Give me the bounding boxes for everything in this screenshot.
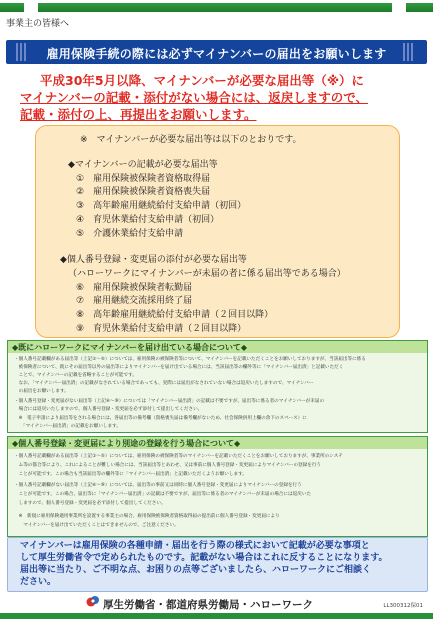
organization-name: 厚生労働省・都道府県労働局・ハローワーク (103, 599, 313, 611)
closing-line: ださい。 (20, 577, 57, 587)
section2-text: ・個人番号記載欄がある届出等（上記①～⑤）については、雇用保険の被保険者等のマイナンバーを記載いただくことをお願いしておりますが、事業所のシステ (14, 454, 343, 459)
section1-text: ことで、マイナンバーの記載を省略することが可能です。 (14, 373, 137, 378)
group1-item: ④ 育児休業給付支給申請（初回） (76, 215, 220, 225)
group1-item: ② 雇用保険被保険者資格喪失届 (76, 187, 211, 197)
section2-text: ※ 新規に雇用保険適用事業所を設置する事業主の場合、雇用保険被保険者資格取得届の提出前に個人番号登録・変更届により (14, 514, 280, 519)
closing-line: マイナンバーは雇用保険の各種申請・届出を行う際の様式において記載が必要な事項と (20, 541, 370, 551)
section1-text: ・個人番号登録・変更届がない届出等（上記⑥～⑨）については「マイナンバー届出済」の記載は不要ですが、届出等に係る者のマイナンバーが未届の (14, 399, 325, 404)
audience-label: 事業主の皆様へ (6, 19, 70, 29)
bottom-green-band (0, 613, 433, 619)
required-forms-box (35, 125, 400, 338)
section1-text: の届出をお願いします。 (14, 389, 69, 394)
closing-line: 届出等に当たり、ご不明な点、お困りの点等ございましたら、ハローワークにご相談く (20, 565, 372, 575)
section2-text: ことが可能です。この場合も当該届出等の欄外等に「マイナンバー届出済」と記載いただくようお願いします。 (14, 472, 247, 477)
group1-item: ③ 高年齢雇用継続給付支給申請（初回） (76, 201, 247, 211)
section1-text: ・個人番号記載欄がある届出等（上記①～⑤）については、雇用保険の被保険者等について、マイナンバーを記載いただくことをお願いしておりますが、当該届出等に係る (14, 357, 366, 362)
forms-intro: ※ マイナンバーが必要な届出等は以下のとおりです。 (80, 135, 302, 145)
section2-text: ・個人番号記載欄がない届出等（上記⑥～⑨）については、届出等の事前又は同時に個人番号登録・変更届によりマイナンバーの登録を行う (14, 483, 302, 488)
group2-subtitle: （ハローワークにマイナンバーが未届の者に係る届出等である場合） (68, 269, 346, 279)
title-stripes-right (403, 43, 417, 61)
section1-text: ※ 電子申請により届出等をされる場合には、各届出等の備考欄（資格喪失届は備考欄がないため、社会保険併用上欄の余下のスペース）に (14, 416, 307, 421)
group2-item: ⑦ 雇用継続交流採用終了届 (76, 296, 193, 306)
group2-item: ⑨ 育児休業給付支給申請（２回目以降） (76, 324, 247, 334)
section1-text: 被保険者について、既にその届出等以外の届出等によりマイナンバーを届け出ている場合には、当該届出等の欄外等に「マイナンバー届出済」と記載いただく (14, 365, 344, 370)
section-separate-registration (7, 436, 428, 537)
notice-line-1: 平成30年5月以降、マイナンバーが必要な届出等（※）に (40, 73, 364, 88)
closing-line: して厚生労働省令で定められたものです。記載がない場合はこれに反することになります。 (20, 553, 388, 563)
section-already-submitted (7, 340, 428, 433)
ministry-logo-icon (86, 594, 100, 608)
section2-text: ム等の都合等により、これによることが難しい場合には、当該届出等とあわせ、又は事前に個人番号登録・変更届によりマイナンバーの登録を行う (14, 463, 322, 468)
group2-item: ⑧ 高年齢雇用継続給付支給申請（２回目以降） (76, 310, 274, 320)
group2-item: ⑥ 雇用保険被保険者転勤届 (76, 283, 193, 293)
group1-title: ◆マイナンバーの記載が必要な届出等 (68, 160, 218, 170)
top-green-band (0, 0, 433, 14)
document-code: LL300312保01 (383, 603, 423, 609)
section2-text: しますので、個人番号登録・変更届を必ず添付して提出してください。 (14, 501, 166, 506)
group1-item: ① 雇用保険被保険者資格取得届 (76, 174, 211, 184)
group1-item: ⑤ 介護休業給付支給申請 (76, 229, 184, 239)
section1-text: 場合には返戻いたしますので、個人番号登録・変更届を必ず添付して提出してください。 (14, 407, 203, 412)
group2-title: ◆個人番号登録・変更届の添付が必要な届出等 (60, 255, 247, 265)
section1-header: ◆既にハローワークにマイナンバーを届け出ている場合について◆ (8, 341, 427, 353)
section2-text: ことが可能です。この場合、届出等に「マイナンバー届出済」の記載は不要ですが、届出等に係る者のマイナンバーが未届の場合には返戻いた (14, 492, 311, 497)
title-banner (6, 40, 427, 64)
section2-header: ◆個人番号登録・変更届により別途の登録を行う場合について◆ (8, 437, 427, 449)
closing-message-box (7, 537, 428, 592)
notice-line-3: 記載・添付の上、再提出をお願いします。 (20, 107, 257, 122)
footer (0, 591, 433, 619)
section1-text: 「マイナンバー届出済」の記載をお願いします。 (14, 424, 121, 429)
page-title: 雇用保険手続の際には必ずマイナンバーの届出をお願いします (46, 47, 387, 61)
section2-text: マイナンバーを届け出ていただくことはできませんので、ご注意ください。 (14, 523, 179, 528)
notice-line-2: マイナンバーの記載・添付がない場合には、返戻しますので、 (20, 90, 369, 105)
section1-text: なお、「マイナンバー届出済」の記載がなされている場合であっても、実際には届出がなされていない場合は返戻いたしますので、マイナンバー (14, 381, 314, 386)
